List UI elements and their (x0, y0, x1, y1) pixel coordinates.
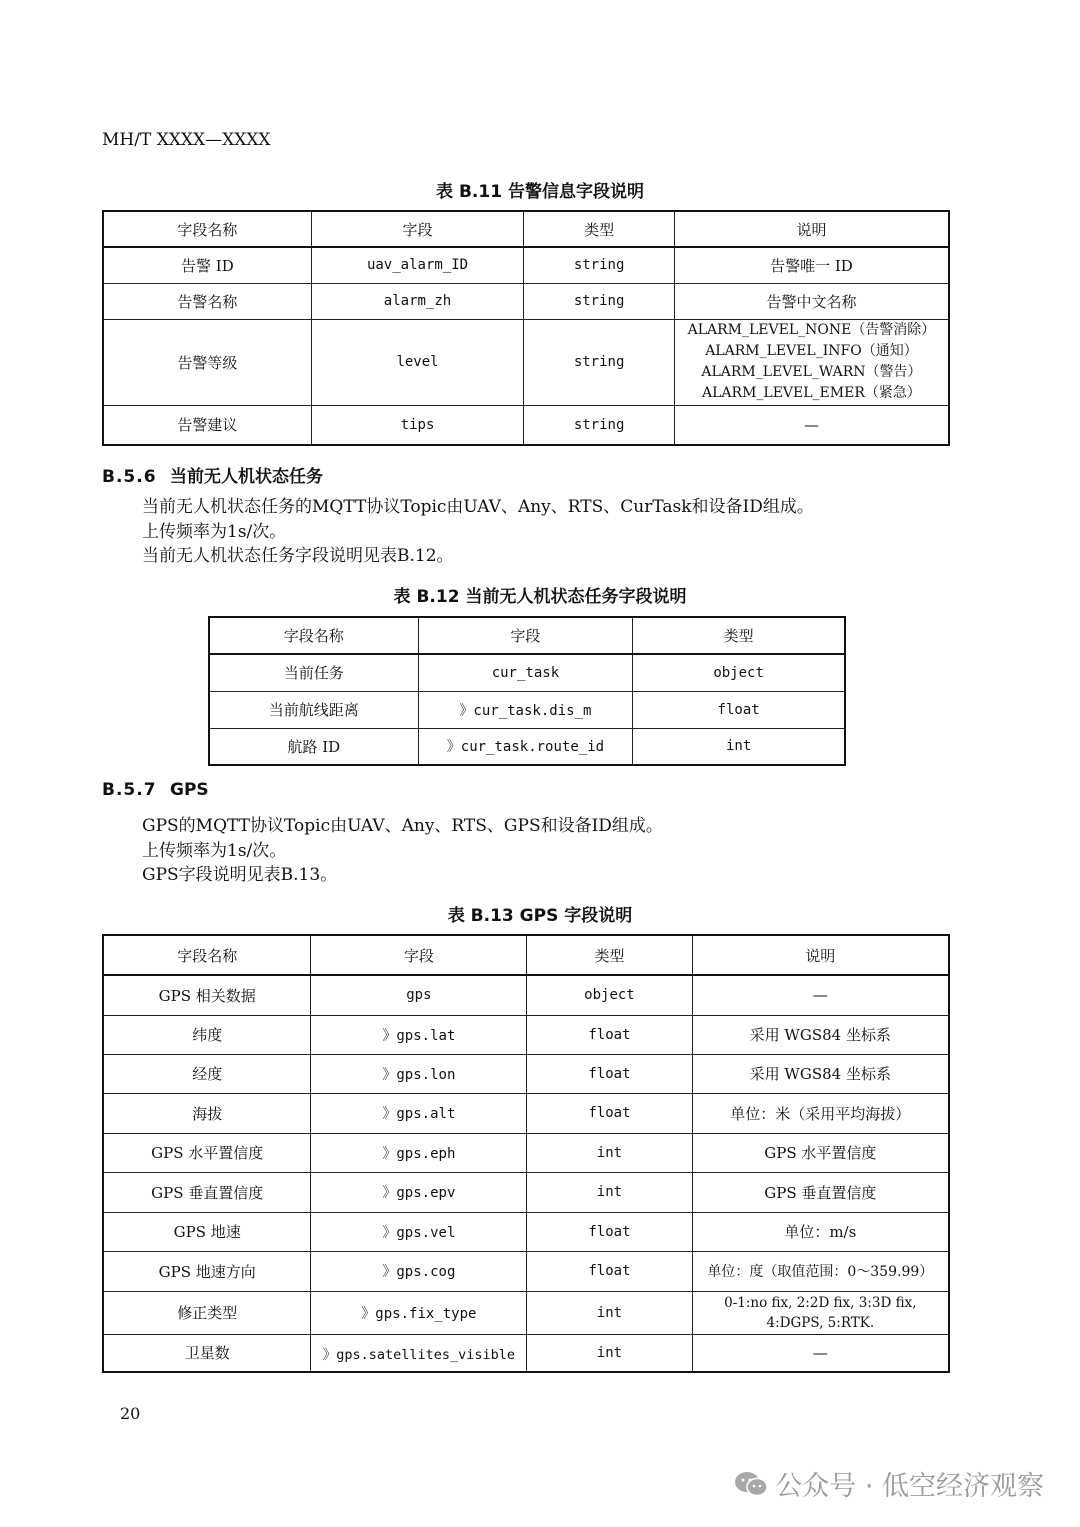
table-row (103, 405, 949, 445)
cell: string (524, 319, 675, 405)
cell: 修正类型 (103, 1291, 311, 1334)
table-row (103, 319, 949, 405)
cell: GPS 垂直置信度 (103, 1172, 311, 1212)
cell: 告警名称 (103, 283, 311, 319)
cell: 告警唯一 ID (674, 247, 949, 283)
cell: GPS 垂直置信度 (692, 1172, 949, 1212)
cell: int (527, 1334, 692, 1372)
table-row (103, 1334, 949, 1372)
column-header: 说明 (674, 211, 949, 247)
table-b11-caption: 表 B.11 告警信息字段说明 (436, 182, 644, 202)
cell: float (527, 1054, 692, 1093)
column-header: 字段名称 (209, 617, 418, 654)
column-header: 字段名称 (103, 935, 311, 975)
table-b13-caption: 表 B.13 GPS 字段说明 (447, 906, 633, 926)
cell: cur_task (418, 654, 633, 691)
cell: GPS 水平置信度 (692, 1133, 949, 1172)
cell: int (527, 1133, 692, 1172)
table-b12-caption: 表 B.12 当前无人机状态任务字段说明 (393, 587, 687, 607)
section-title: GPS (170, 780, 209, 800)
cell: 单位：米（采用平均海拔） (692, 1093, 949, 1133)
alarm-level-line: ALARM_LEVEL_NONE（告警消除） (687, 322, 936, 338)
cell: float (527, 1015, 692, 1054)
table-row (103, 247, 949, 283)
cell: — (674, 405, 949, 445)
table-row (103, 1212, 949, 1251)
cell: 告警 ID (103, 247, 311, 283)
cell: int (633, 728, 845, 765)
table-row (103, 1093, 949, 1133)
column-header: 类型 (524, 211, 675, 247)
watermark (733, 1464, 1044, 1503)
cell: 》cur_task.dis_m (418, 691, 633, 728)
paragraph: 当前无人机状态任务字段说明见表B.12。 (142, 546, 454, 566)
cell: 海拔 (103, 1093, 311, 1133)
section-title: 当前无人机状态任务 (170, 467, 323, 487)
cell: float (527, 1093, 692, 1133)
cell: 单位：度（取值范围：0～359.99） (692, 1251, 949, 1291)
cell: object (527, 975, 692, 1015)
cell: 告警建议 (103, 405, 311, 445)
column-header: 字段 (311, 211, 524, 247)
alarm-level-cell (674, 319, 949, 405)
standard-number: MH/T XXXX—XXXX (102, 130, 271, 150)
table-row (103, 1291, 949, 1334)
alarm-level-line: ALARM_LEVEL_EMER（紧急） (702, 385, 921, 401)
column-header: 字段 (311, 935, 527, 975)
cell: alarm_zh (311, 283, 524, 319)
cell: GPS 相关数据 (103, 975, 311, 1015)
section-b57-body (142, 814, 663, 888)
table-row (103, 283, 949, 319)
cell: 》gps.alt (311, 1093, 527, 1133)
fix-type-line: 0-1:no fix, 2:2D fix, 3:3D fix, (724, 1294, 917, 1311)
cell: 》gps.epv (311, 1172, 527, 1212)
table-row (103, 1133, 949, 1172)
cell: float (527, 1251, 692, 1291)
section-b57-heading (102, 780, 209, 800)
cell: float (527, 1212, 692, 1251)
cell: float (633, 691, 845, 728)
section-number: B.5.6 (102, 467, 157, 487)
alarm-level-line: ALARM_LEVEL_INFO（通知） (705, 343, 918, 359)
cell: 》gps.lat (311, 1015, 527, 1054)
cell: 告警等级 (103, 319, 311, 405)
cell: int (527, 1172, 692, 1212)
cell: 当前航线距离 (209, 691, 418, 728)
section-b56-heading (102, 462, 323, 487)
cell: level (311, 319, 524, 405)
paragraph: 上传频率为1s/次。 (142, 840, 287, 861)
cell: GPS 地速 (103, 1212, 311, 1251)
column-header: 说明 (692, 935, 949, 975)
cell: uav_alarm_ID (311, 247, 524, 283)
cell: 》gps.eph (311, 1133, 527, 1172)
table-row (209, 728, 845, 765)
alarm-level-line: ALARM_LEVEL_WARN（警告） (701, 364, 922, 380)
paragraph: GPS的MQTT协议Topic由UAV、Any、RTS、GPS和设备ID组成。 (142, 816, 663, 836)
cell: 单位：m/s (692, 1212, 949, 1251)
column-header: 字段 (418, 617, 633, 654)
cell: 》gps.fix_type (311, 1291, 527, 1334)
cell: 经度 (103, 1054, 311, 1093)
column-header: 字段名称 (103, 211, 311, 247)
cell: 纬度 (103, 1015, 311, 1054)
watermark-text: 公众号 · 低空经济观察 (775, 1471, 1044, 1502)
table-b12 (208, 616, 846, 766)
section-number: B.5.7 (102, 780, 157, 800)
column-header: 类型 (527, 935, 692, 975)
section-b56-body (142, 495, 814, 569)
table-row (103, 1054, 949, 1093)
cell: 当前任务 (209, 654, 418, 691)
cell: string (524, 247, 675, 283)
table-b13 (102, 934, 950, 1373)
cell: 》gps.vel (311, 1212, 527, 1251)
paragraph: GPS字段说明见表B.13。 (142, 865, 338, 885)
table-row (103, 1015, 949, 1054)
cell: string (524, 283, 675, 319)
cell: 航路 ID (209, 728, 418, 765)
cell: 》gps.cog (311, 1251, 527, 1291)
cell: int (527, 1291, 692, 1334)
cell: 采用 WGS84 坐标系 (692, 1015, 949, 1054)
cell: tips (311, 405, 524, 445)
cell: GPS 地速方向 (103, 1251, 311, 1291)
cell: string (524, 405, 675, 445)
cell: 告警中文名称 (674, 283, 949, 319)
table-row (209, 691, 845, 728)
table-row (103, 975, 949, 1015)
cell: — (692, 975, 949, 1015)
cell: 》cur_task.route_id (418, 728, 633, 765)
cell: — (692, 1334, 949, 1372)
page-number: 20 (120, 1404, 141, 1423)
table-row (103, 1251, 949, 1291)
cell: 》gps.lon (311, 1054, 527, 1093)
paragraph: 上传频率为1s/次。 (142, 521, 287, 542)
cell: 卫星数 (103, 1334, 311, 1372)
table-b11 (102, 210, 950, 446)
column-header: 类型 (633, 617, 845, 654)
wechat-icon (733, 1470, 769, 1498)
fix-type-line: 4:DGPS, 5:RTK. (766, 1314, 875, 1331)
table-row (209, 654, 845, 691)
paragraph: 当前无人机状态任务的MQTT协议Topic由UAV、Any、RTS、CurTask和设备ID组成。 (142, 497, 814, 517)
fix-type-cell (692, 1291, 949, 1334)
cell: 》gps.satellites_visible (311, 1334, 527, 1372)
cell: GPS 水平置信度 (103, 1133, 311, 1172)
cell: gps (311, 975, 527, 1015)
cell: object (633, 654, 845, 691)
table-row (103, 1172, 949, 1212)
cell: 采用 WGS84 坐标系 (692, 1054, 949, 1093)
